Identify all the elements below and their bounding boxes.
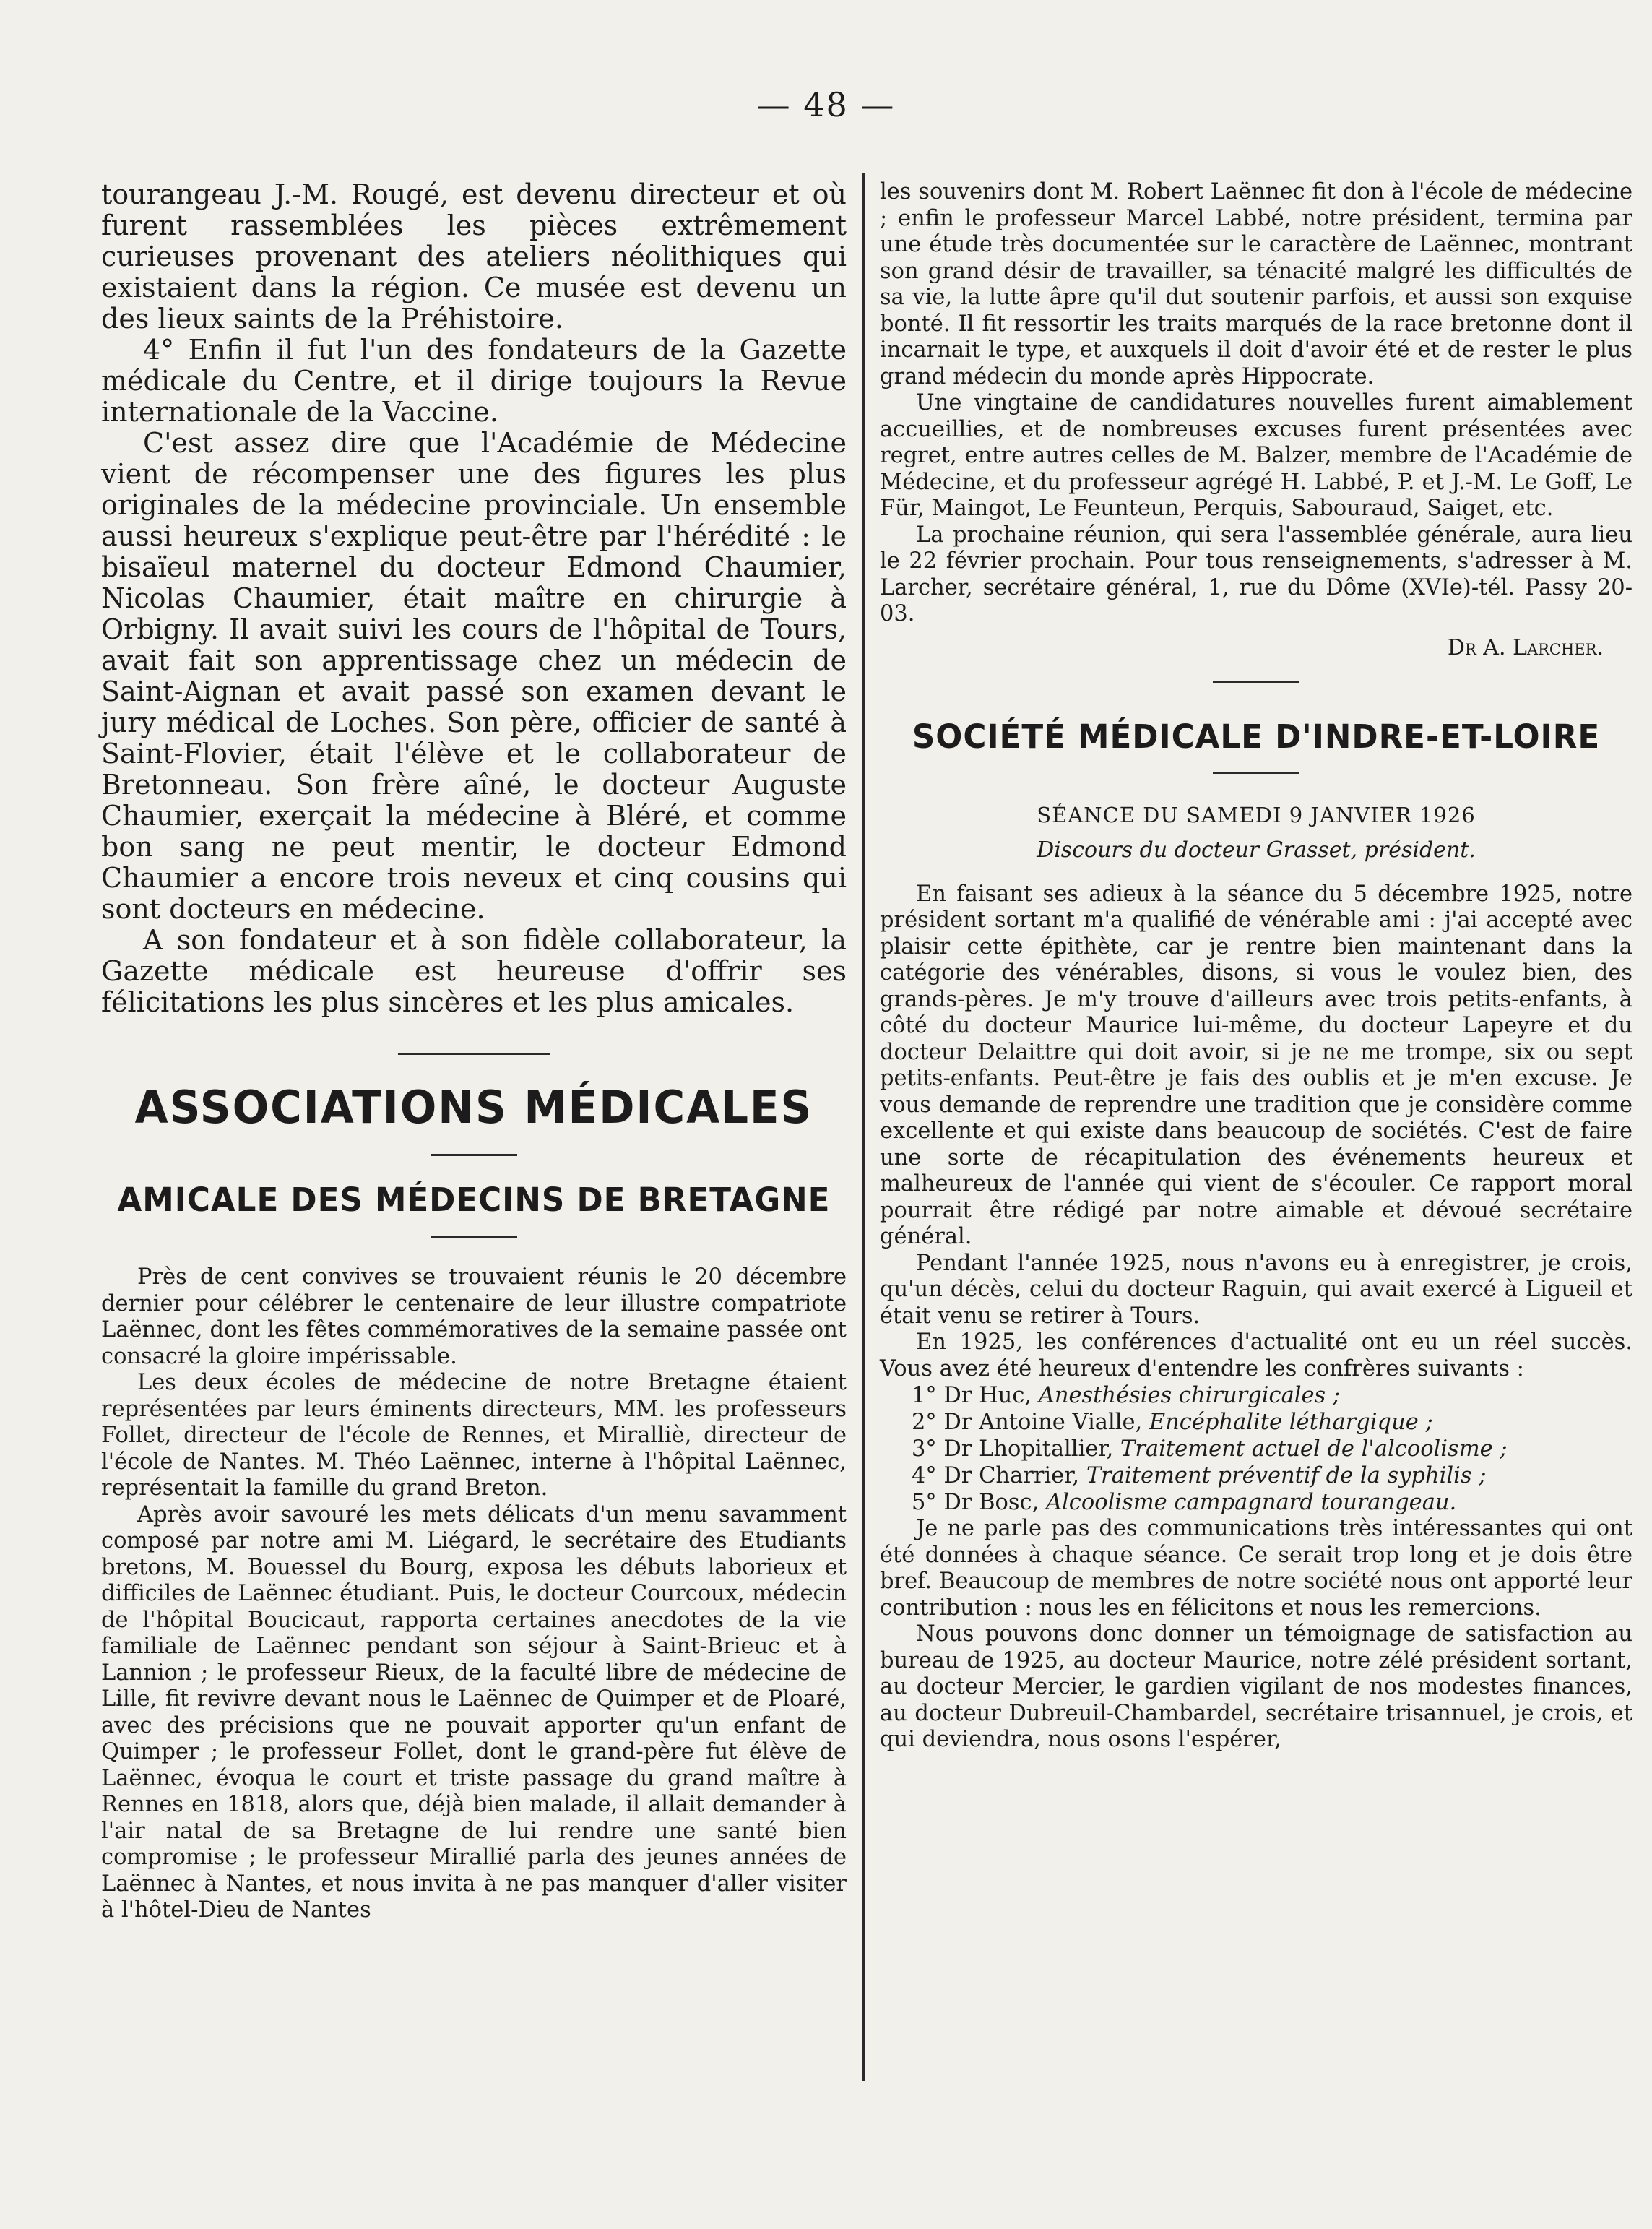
intro-text bbox=[101, 179, 847, 1018]
list-item: 4° Dr Charrier, Traitement préventif de la syphilis ; bbox=[912, 1463, 1487, 1488]
paragraph: Une vingtaine de candidatures nouvelles furent aimablement accueillies, et de nombreuses excuses furent présentées avec regret, entre autres celles de M. Balzer, membre de l'Académie de Médecine, et du professeur agrégé H. Labbé, P. et J.-M. Le Goff, Le Für, Maingot, Le Feunteun, Perquis, Sabouraud, Saiget, etc. bbox=[880, 390, 1632, 521]
sub-heading: AMICALE DES MÉDECINS DE BRETAGNE bbox=[117, 1181, 831, 1219]
section-heading: ASSOCIATIONS MÉDICALES bbox=[134, 1081, 813, 1134]
signature: Dr A. Larcher. bbox=[1447, 634, 1604, 660]
paragraph: Nous pouvons donc donner un témoignage de satisfaction au bureau de 1925, au docteur Maurice, notre zélé président sortant, au docteur Mercier, le gardien vigilant de nos modestes finances, au docteur Dubreuil-Chambardel, secrétaire trisannuel, je crois, et qui deviendra, nous osons l'espérer, bbox=[880, 1621, 1632, 1752]
paragraph: A son fondateur et à son fidèle collaborateur, la Gazette médicale est heureuse d'offrir ses félicitations les plus sincères et les plus amicales. bbox=[101, 924, 847, 1018]
paragraph: Près de cent convives se trouvaient réunis le 20 décembre dernier pour célébrer le centenaire de leur illustre compatriote Laënnec, dont les fêtes commémoratives de la semaine passée ont consacré la gloire impérissable. bbox=[101, 1264, 847, 1369]
speakers-list bbox=[880, 1382, 1632, 1516]
paragraph: Pendant l'année 1925, nous n'avons eu à enregistrer, je crois, qu'un décès, celui du docteur Raguin, qui avait exercé à Ligueil et était venu se retirer à Tours. bbox=[880, 1250, 1632, 1329]
paragraph: Je ne parle pas des communications très intéressantes qui ont été données à chaque séance. Ce serait trop long et je dois être bref. Beaucoup de membres de notre société nous ont apporté leur contribution : nous les en félicitons et nous les remercions. bbox=[880, 1516, 1632, 1621]
society-heading: SOCIÉTÉ MÉDICALE D'INDRE-ET-LOIRE bbox=[912, 717, 1601, 756]
discours-title: Discours du docteur Grasset, président. bbox=[1037, 837, 1476, 863]
left-column bbox=[101, 179, 847, 1924]
amicale-text bbox=[101, 1264, 847, 1924]
seance-date: SÉANCE DU SAMEDI 9 JANVIER 1926 bbox=[1037, 802, 1476, 827]
list-item: 2° Dr Antoine Vialle, Encéphalite léthargique ; bbox=[912, 1410, 1433, 1435]
paragraph: C'est assez dire que l'Académie de Médecine vient de récompenser une des figures les plus originales de la médecine provinciale. Un ensemble aussi heureux s'explique peut-être par l'hérédité : le bisaïeul maternel du docteur Edmond Chaumier, Nicolas Chaumier, était maître en chirurgie à Orbigny. Il avait suivi les cours de l'hôpital de Tours, avait fait son apprentissage chez un médecin de Saint-Aignan et avait passé son examen devant le jury médical de Loches. Son père, officier de santé à Saint-Flovier, était l'élève et le collaborateur de Bretonneau. Son frère aîné, le docteur Auguste Chaumier, exerçait la médecine à Bléré, et comme bon sang ne peut mentir, le docteur Edmond Chaumier a encore trois neveux et cinq cousins qui sont docteurs en médecine. bbox=[101, 427, 847, 925]
paragraph: En 1925, les conférences d'actualité ont eu un réel succès. Vous avez été heureux d'entendre les confrères suivants : bbox=[880, 1329, 1632, 1381]
amicale-continued-text bbox=[880, 179, 1632, 628]
paragraph: En faisant ses adieux à la séance du 5 décembre 1925, notre président sortant m'a qualifié de vénérable ami : j'ai accepté avec plaisir cette épithète, car je rentre bien maintenant dans la catégorie des vénérables, disons, si vous le voulez bien, des grands-pères. Je m'y trouve d'ailleurs avec trois petits-enfants, à côté du docteur Maurice lui-même, du docteur Lapeyre et du docteur Delaittre qui doit avoir, si je ne me trompe, six ou sept petits-enfants. Peut-être je fais des oublis et je m'en excuse. Je vous demande de reprendre une tradition que je considère comme excellente et qui existe dans beaucoup de sociétés. C'est de faire une sorte de récapitulation des événements heureux et malheureux de l'année qui vient de s'écouler. Ce rapport moral pourrait être rédigé par notre aimable et dévoué secrétaire général. bbox=[880, 881, 1632, 1249]
paragraph: 4° Enfin il fut l'un des fondateurs de la Gazette médicale du Centre, et il dirige toujours la Revue internationale de la Vaccine. bbox=[101, 334, 847, 428]
paragraph: Après avoir savouré les mets délicats d'un menu savamment composé par notre ami M. Liégard, le secrétaire des Etudiants bretons, M. Bouessel du Bourg, exposa les débuts laborieux et difficiles de Laënnec étudiant. Puis, le docteur Courcoux, médecin de l'hôpital Boucicaut, rapporta certaines anecdotes de la vie familiale de Laënnec pendant son séjour à Saint-Brieuc et à Lannion ; le professeur Rieux, de la faculté libre de médecine de Lille, fit revivre devant nous le Laënnec de Quimper et de Ploaré, avec des précisions que ne pouvait apporter qu'un enfant de Quimper ; le professeur Follet, dont le grand-père fut élève de Laënnec, évoqua le court et triste passage du grand maître à Rennes en 1818, alors que, déjà bien malade, il allait demander à l'air natal de sa Bretagne de lui rendre une santé bien compromise ; le professeur Mirallié parla des jeunes années de Laënnec à Nantes, et nous invita à ne pas manquer d'aller visiter à l'hôtel-Dieu de Nantes bbox=[101, 1501, 847, 1923]
list-item: 1° Dr Huc, Anesthésies chirurgicales ; bbox=[912, 1383, 1341, 1408]
page-number: — 48 — bbox=[756, 85, 896, 124]
paragraph: tourangeau J.-M. Rougé, est devenu directeur et où furent rassemblées les pièces extrêmement curieuses provenant des ateliers néolithiques qui existaient dans la région. Ce musée est devenu un des lieux saints de la Préhistoire. bbox=[101, 178, 847, 335]
list-item: 5° Dr Bosc, Alcoolisme campagnard tourangeau. bbox=[912, 1490, 1457, 1515]
paragraph: les souvenirs dont M. Robert Laënnec fit don à l'école de médecine ; enfin le professeur Marcel Labbé, notre président, termina par une étude très documentée sur le caractère de Laënnec, montrant son grand désir de travailler, sa ténacité malgré les difficultés de sa vie, la lutte âpre qu'il dut soutenir parfois, et aussi son exquise bonté. Il fit ressortir les traits marqués de la race bretonne dont il incarnait le type, et auxquels il doit d'avoir été et de rester le plus grand médecin du monde après Hippocrate. bbox=[880, 179, 1632, 389]
society-text-continued bbox=[880, 1516, 1632, 1754]
society-text bbox=[880, 881, 1632, 1383]
paragraph: La prochaine réunion, qui sera l'assemblée générale, aura lieu le 22 février prochain. Pour tous renseignements, s'adresser à M. Larcher, secrétaire général, 1, rue du Dôme (XVIe)-tél. Passy 20-03. bbox=[880, 522, 1632, 626]
right-column bbox=[880, 179, 1632, 1754]
paragraph: Les deux écoles de médecine de notre Bretagne étaient représentées par leurs éminents directeurs, MM. les professeurs Follet, directeur de l'école de Rennes, et Miralliè, directeur de l'école de Nantes. M. Théo Laënnec, interne à l'hôpital Laënnec, représentait la famille du grand Breton. bbox=[101, 1370, 847, 1501]
column-divider bbox=[862, 173, 865, 2081]
list-item: 3° Dr Lhopitallier, Traitement actuel de l'alcoolisme ; bbox=[912, 1436, 1508, 1462]
